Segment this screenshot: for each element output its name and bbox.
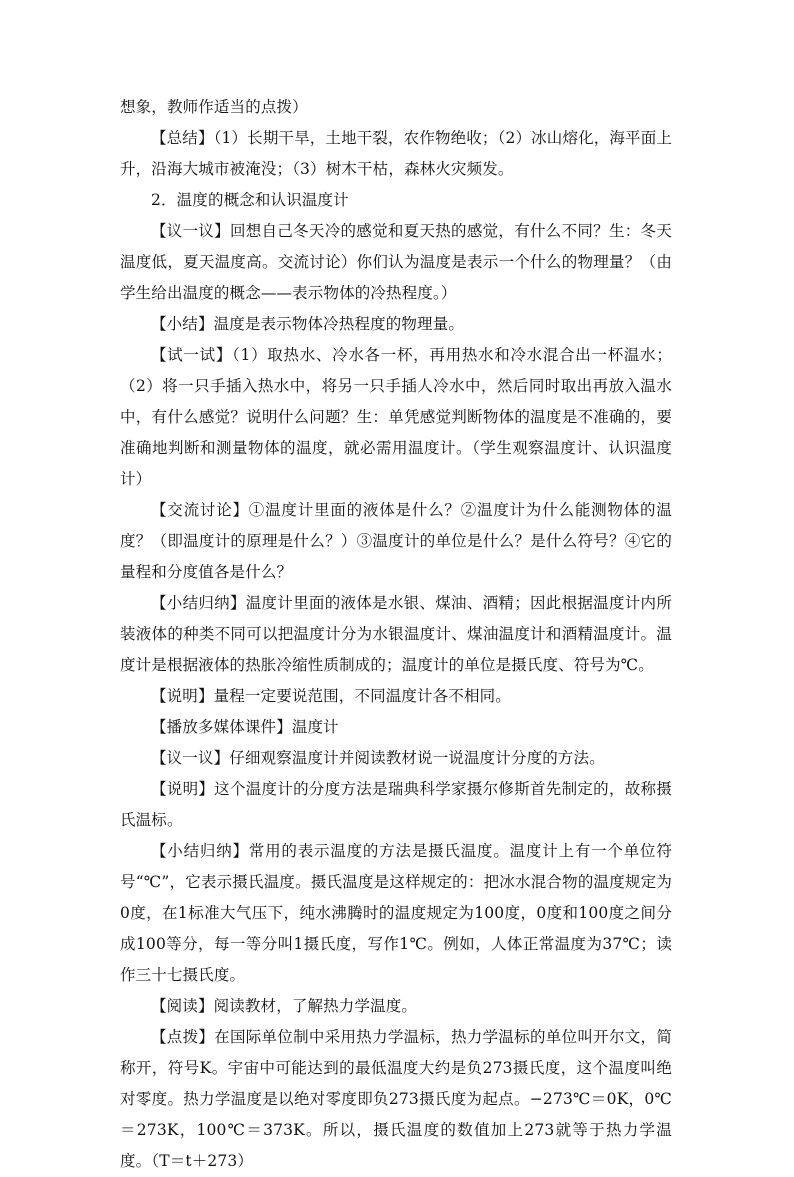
paragraph-try-it: 【试一试】（1）取热水、冷水各一杯，再用热水和冷水混合出一杯温水；（2）将一只手插入热水中，将另一只手插人冷水中，然后同时取出再放入温水中，有什么感觉？说明什么问题？生：单凭感觉判断物体的温度是不准确的，要准确地判断和测量物体的温度，就必需用温度计。（学生观察温度计、认识温度计） xyxy=(120,346,672,488)
paragraph-reading: 【阅读】阅读教材，了解热力学温度。 xyxy=(151,997,418,1015)
paragraph-multimedia: 【播放多媒体课件】温度计 xyxy=(151,718,339,736)
paragraph-conclusion: 【小结】温度是表示物体冷热程度的物理量。 xyxy=(151,315,465,333)
section-heading-temperature: 2．温度的概念和认识温度计 xyxy=(151,191,349,209)
paragraph-discuss-1: 【议一议】回想自己冬天冷的感觉和夏天热的感觉，有什么不同？生：冬天温度低，夏天温度高。交流讨论）你们认为温度是表示一个什么的物理量？（由学生给出温度的概念——表示物体的冷热程度。） xyxy=(120,222,672,302)
paragraph-guidance: 【点拨】在国际单位制中采用热力学温标，热力学温标的单位叫开尔文，简称开，符号K。宇宙中可能达到的最低温度大约是负273摄氏度，这个温度叫绝对零度。热力学温度是以绝对零度即负273摄氏度为起点。−273℃＝0K，0℃＝273K，100℃＝373K。所以，摄氏温度的数值加上273就等于热力学温度。（T＝t＋273） xyxy=(120,1028,672,1170)
paragraph-discuss-2: 【议一议】仔细观察温度计并阅读教材说一说温度计分度的方法。 xyxy=(151,749,605,767)
paragraph-summary-induction-1: 【小结归纳】温度计里面的液体是水银、煤油、酒精；因此根据温度计内所装液体的种类不同可以把温度计分为水银温度计、煤油温度计和酒精温度计。温度计是根据液体的热胀冷缩性质制成的；温度计的单位是摄氏度、符号为℃。 xyxy=(120,594,672,674)
paragraph-summary: 【总结】（1）长期干旱，土地干裂，农作物绝收；（2）冰山熔化，海平面上升，沿海大城市被淹没；（3）树木干枯，森林火灾频发。 xyxy=(120,129,672,178)
paragraph-explanation-2: 【说明】这个温度计的分度方法是瑞典科学家摄尔修斯首先制定的，故称摄氏温标。 xyxy=(120,780,672,829)
paragraph-exchange-discussion: 【交流讨论】①温度计里面的液体是什么？②温度计为什么能测物体的温度？（即温度计的原理是什么？）③温度计的单位是什么？是什么符号？④它的量程和分度值各是什么？ xyxy=(120,501,672,581)
paragraph-explanation-1: 【说明】量程一定要说范围，不同温度计各不相同。 xyxy=(151,687,511,705)
paragraph-intro-continuation: 想象，教师作适当的点拨） xyxy=(120,98,308,116)
document-page xyxy=(120,92,672,1177)
paragraph-summary-induction-2: 【小结归纳】常用的表示温度的方法是摄氏温度。温度计上有一个单位符号“℃”，它表示摄氏温度。摄氏温度是这样规定的：把冰水混合物的温度规定为0度，在1标准大气压下，纯水沸腾时的温度规定为100度，0度和100度之间分成100等分，每一等分叫1摄氏度，写作1℃。例如，人体正常温度为37℃；读作三十七摄氏度。 xyxy=(120,842,672,984)
